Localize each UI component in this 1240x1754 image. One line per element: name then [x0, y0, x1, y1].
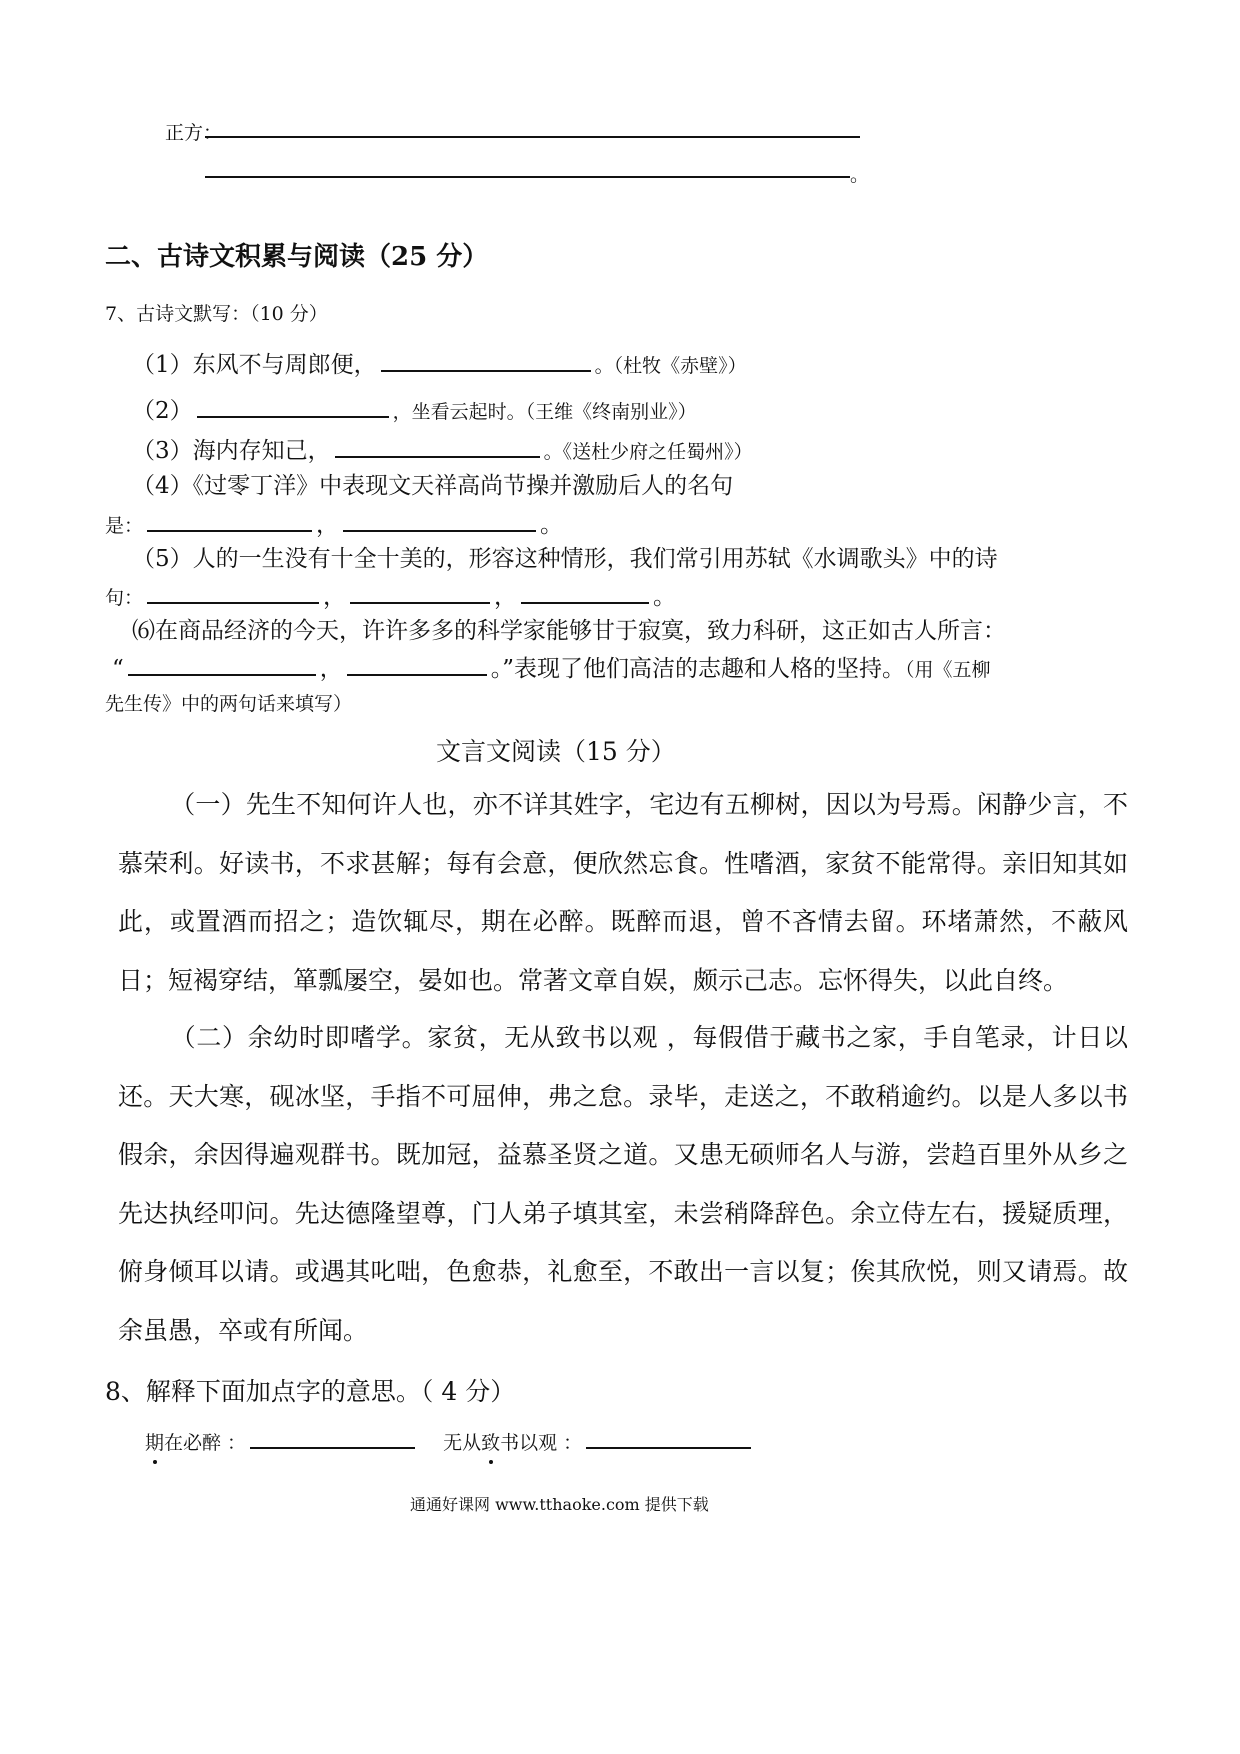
answer-line-2[interactable] [205, 176, 850, 178]
answer-label: 正方： [165, 122, 223, 144]
page-footer: 通通好课网 www.tthaoke.com 提供下载 [410, 1495, 709, 1514]
q7-item3 [132, 432, 753, 465]
q7-item1-suffix: 。（杜牧《赤壁》） [594, 355, 747, 377]
reading-title: 文言文阅读（15 分） [436, 737, 676, 766]
section2-heading: 二、古诗文积累与阅读（25 分） [105, 242, 489, 272]
q7-item3-blank[interactable] [335, 434, 540, 458]
q7-item4-end: 。 [540, 512, 564, 538]
q8-term2-a: 无从 [443, 1432, 482, 1454]
q7-item4-blank2[interactable] [343, 508, 536, 532]
q7-item2 [132, 392, 697, 425]
q7-item1-prefix: （1）东风不与周郎便， [132, 352, 377, 378]
q8-term2-rest: 书以观 ： [500, 1432, 583, 1454]
q7-item6-open-quote: “ [112, 656, 124, 682]
q8-term2-blank[interactable] [586, 1425, 751, 1449]
q8-term2-dotted: 致 [481, 1428, 500, 1455]
q8-title: 8、解释下面加点字的意思。（ 4 分） [105, 1377, 516, 1406]
q7-item1 [132, 346, 747, 379]
q7-item4-line1: （4）《过零丁洋》中表现文天祥高尚节操并激励后人的名句 [132, 473, 734, 499]
q7-item6-blank1[interactable] [128, 652, 316, 676]
reading-passage-1-text: （一）先生不知何许人也，亦不详其姓字，宅边有五柳树，因以为号焉。闲静少言，不慕荣利。好读书，不求甚解；每有会意，便欣然忘食。性嗜酒，家贫不能常得。亲旧知其如此，或置酒而招之；造饮辄尽，期在必醉。既醉而退，曾不吝情去留。环堵萧然，不蔽风日；短褐穿结，箪瓢屡空，晏如也。常著文章自娱，颇示己志。忘怀得失，以此自终。 [118, 790, 1128, 995]
q7-item6-after: 。”表现了他们高洁的志趣和人格的坚持。 [490, 656, 906, 682]
q7-item5-line1: （5）人的一生没有十全十美的，形容这种情形，我们常引用苏轼《水调歌头》中的诗 [132, 546, 998, 572]
answer-end-mark: 。 [850, 164, 870, 186]
q7-item6-sep: ， [319, 656, 343, 682]
q7-item3-prefix: （3）海内存知己， [132, 438, 331, 464]
q7-item2-prefix: （2） [132, 398, 193, 424]
q7-item2-blank[interactable] [197, 394, 389, 418]
q7-item4-line2 [105, 506, 563, 539]
reading-passage-2 [118, 1009, 1128, 1360]
q8-terms [145, 1425, 755, 1455]
q7-item5-blank1[interactable] [147, 580, 319, 604]
q7-item2-suffix: ，坐看云起时。（王维《终南别业》） [392, 401, 697, 423]
q8-term1-rest: 在必醉 ： [164, 1432, 247, 1454]
q7-item5-sep1: ， [323, 584, 347, 610]
q7-item5-blank2[interactable] [350, 580, 490, 604]
q7-item4-blank1[interactable] [147, 508, 312, 532]
q7-item4-prefix: 是： [105, 515, 144, 537]
q7-item5-line2 [105, 578, 676, 611]
q7-item6-note: （用《五柳 [905, 659, 991, 681]
q7-item5-blank3[interactable] [521, 580, 649, 604]
q7-item6-blank2[interactable] [347, 652, 487, 676]
q7-item6-line1: ⑹在商品经济的今天，许许多多的科学家能够甘于寂寞，致力科研，这正如古人所言： [132, 618, 1006, 644]
q7-item6-line3: 先生传》中的两句话来填写） [105, 693, 353, 715]
q7-item3-suffix: 。《送杜少府之任蜀州》） [543, 441, 753, 463]
q7-item6-line2 [112, 650, 991, 683]
q8-term1-dotted: 期 [145, 1428, 164, 1455]
q7-title: 7、古诗文默写：（10 分） [105, 303, 328, 325]
q8-term1-blank[interactable] [250, 1425, 415, 1449]
answer-line-1[interactable] [205, 136, 860, 138]
reading-passage-2-text: （二）余幼时即嗜学。家贫，无从致书以观 ，每假借于藏书之家，手自笔录，计日以还。天大寒，砚冰坚，手指不可屈伸，弗之怠。录毕，走送之，不敢稍逾约。以是人多以书假余，余因得遍观群书。既加冠，益慕圣贤之道。又患无硕师名人与游，尝趋百里外从乡之先达执经叩问。先达德隆望尊，门人弟子填其室，未尝稍降辞色。余立侍左右，援疑质理，俯身倾耳以请。或遇其叱咄，色愈恭，礼愈至，不敢出一言以复；俟其欣悦，则又请焉。故余虽愚，卒或有所闻。 [118, 1023, 1128, 1345]
q7-item5-end: 。 [653, 584, 677, 610]
q7-item4-sep: ， [316, 512, 340, 538]
q7-item1-blank[interactable] [381, 348, 591, 372]
q7-item5-sep2: ， [494, 584, 518, 610]
reading-passage-1 [118, 776, 1128, 1010]
q7-item5-prefix: 句： [105, 587, 144, 609]
